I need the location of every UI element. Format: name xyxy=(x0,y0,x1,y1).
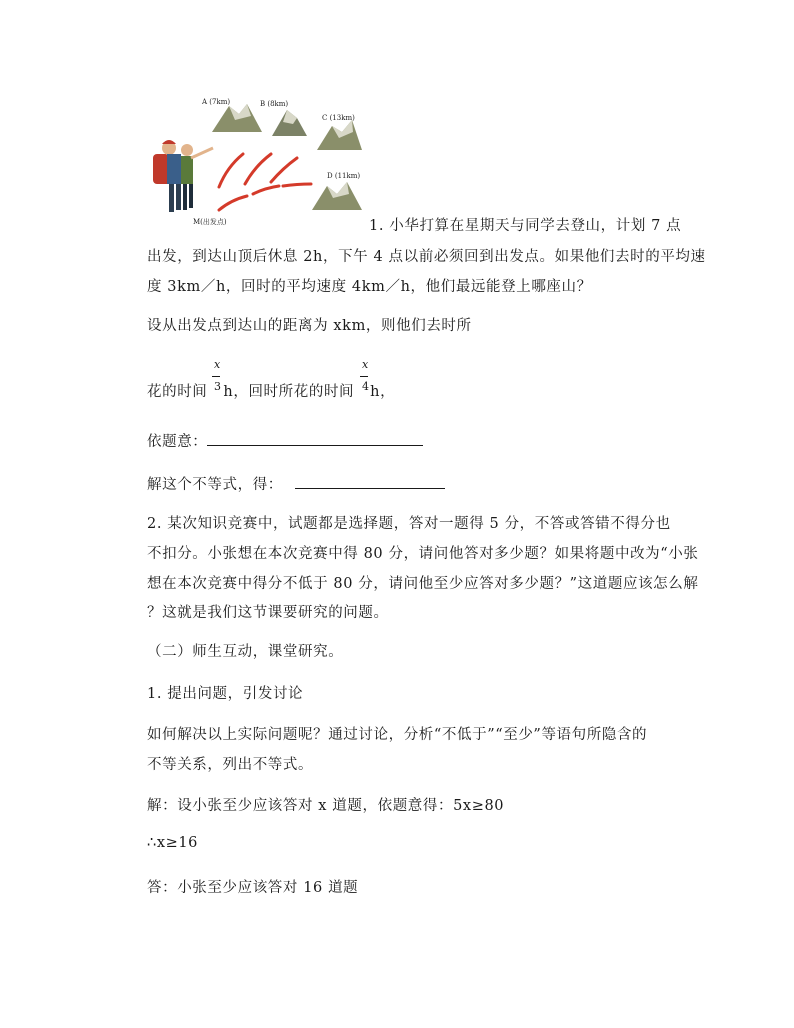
mountain-d-icon xyxy=(312,182,362,210)
setup-text-b: h，回时所花的时间 xyxy=(223,384,355,400)
label-mountain-d: D (11km) xyxy=(327,172,361,180)
condition-line xyxy=(147,429,423,451)
fraction-2-bar xyxy=(360,376,368,377)
solve-line xyxy=(147,472,445,494)
subsection-heading: 1. 提出问题，引发讨论 xyxy=(147,686,304,702)
problem-1-line-3: 度 3km／h，回时的平均速度 4km／h，他们最远能登上哪座山？ xyxy=(147,279,592,295)
problem-2-line-3: 想在本次竞赛中得分不低于 80 分，请问他至少应答对多少题？”这道题应该怎么解 xyxy=(147,576,699,592)
solve-label: 解这个不等式，得： xyxy=(147,477,283,493)
problem-1-line-1: 1. 小华打算在星期天与同学去登山，计划 7 点 xyxy=(369,218,682,234)
discussion-line-1: 如何解决以上实际问题呢？通过讨论，分析“不低于”“至少”等语句所隐含的 xyxy=(147,727,648,743)
label-start-point: M(出发点) xyxy=(193,218,227,226)
mountain-b-icon xyxy=(272,110,307,136)
answer-line: 答：小张至少应该答对 16 道题 xyxy=(147,880,359,896)
fraction-2-denominator: 4 xyxy=(362,380,369,393)
solution-line: 解：设小张至少应该答对 x 道题，依题意得：5x≥80 xyxy=(147,798,505,814)
discussion-line-2: 不等关系，列出不等式。 xyxy=(147,757,314,773)
path-arrows-icon xyxy=(219,154,311,210)
problem-2-line-2: 不扣分。小张想在本次竞赛中得 80 分，请问他答对多少题？如果将题中改为“小张 xyxy=(147,546,699,562)
setup-text-a: 花的时间 xyxy=(147,384,208,400)
label-mountain-b: B (8km) xyxy=(260,100,289,108)
problem-2-line-1: 2. 某次知识竞赛中，试题都是选择题，答对一题得 5 分，不答或答错不得分也 xyxy=(147,516,671,532)
mountain-climbing-illustration xyxy=(147,92,367,230)
fraction-2-numerator: x xyxy=(362,358,369,371)
label-mountain-a: A (7km) xyxy=(202,98,231,106)
fraction-1-bar xyxy=(212,376,220,377)
condition-label: 依题意： xyxy=(147,434,208,450)
mountain-a-icon xyxy=(212,104,262,132)
problem-1-line-2: 出发，到达山顶后休息 2h，下午 4 点以前必须回到出发点。如果他们去时的平均速 xyxy=(147,249,706,265)
problem-2-line-4: ？这就是我们这节课要研究的问题。 xyxy=(147,605,389,621)
result-line: ∴x≥16 xyxy=(147,835,199,851)
setup-line-1: 设从出发点到达山的距离为 xkm，则他们去时所 xyxy=(147,318,472,334)
solve-blank[interactable] xyxy=(295,472,445,489)
fraction-1-denominator: 3 xyxy=(214,380,221,393)
mountain-c-icon xyxy=(317,120,362,150)
section-heading: （二）师生互动，课堂研究。 xyxy=(147,644,344,660)
fraction-1-numerator: x xyxy=(214,358,221,371)
setup-line-2 xyxy=(147,380,395,401)
hikers-icon xyxy=(153,140,213,212)
condition-blank[interactable] xyxy=(207,429,423,446)
setup-text-c: h， xyxy=(370,384,396,400)
label-mountain-c: C (13km) xyxy=(322,114,355,122)
